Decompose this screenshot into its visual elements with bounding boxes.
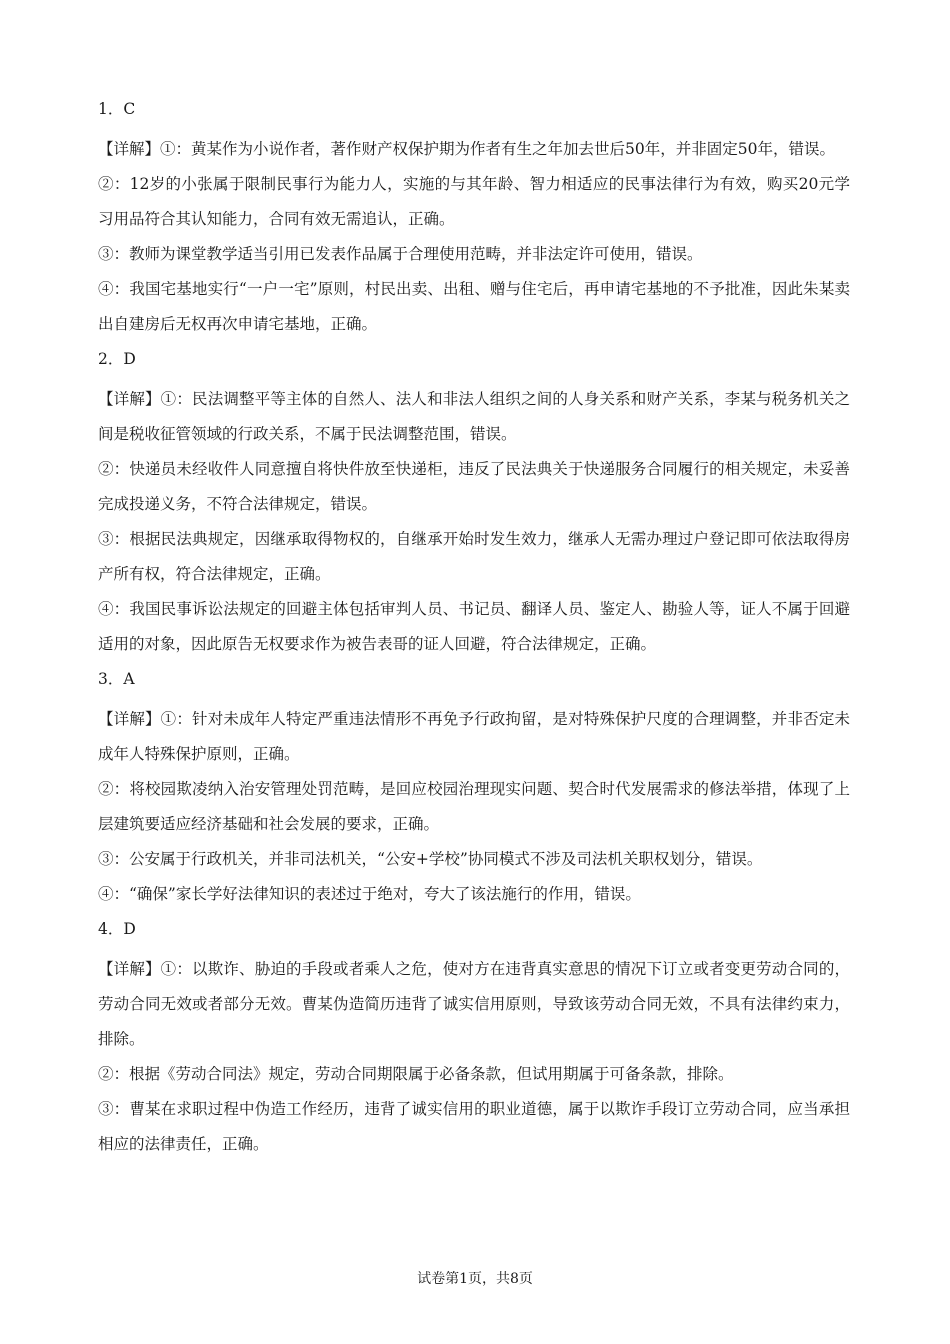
question-4 — [98, 916, 850, 1162]
answer-content — [98, 96, 850, 1166]
explanation-paragraph: ④：我国民事诉讼法规定的回避主体包括审判人员、书记员、翻译人员、鉴定人、勘验人等，证人不属于回避适用的对象，因此原告无权要求作为被告表哥的证人回避，符合法律规定，正确。 — [98, 600, 850, 653]
question-2 — [98, 346, 850, 662]
explanation-paragraph: ②：12岁的小张属于限制民事行为能力人，实施的与其年龄、智力相适应的民事法律行为有效，购买20元学习用品符合其认知能力，合同有效无需追认，正确。 — [98, 175, 850, 228]
explanation-paragraph: ③：曹某在求职过程中伪造工作经历，违背了诚实信用的职业道德，属于以欺诈手段订立劳动合同，应当承担相应的法律责任，正确。 — [98, 1100, 850, 1153]
question-answer-header: 4．D — [98, 920, 136, 938]
question-answer-header: 3．A — [98, 670, 135, 688]
explanation-paragraph: ④：我国宅基地实行“一户一宅”原则，村民出卖、出租、赠与住宅后，再申请宅基地的不予批准，因此朱某卖出自建房后无权再次申请宅基地，正确。 — [98, 280, 850, 333]
explanation-paragraph: 【详解】①：以欺诈、胁迫的手段或者乘人之危，使对方在违背真实意思的情况下订立或者变更劳动合同的，劳动合同无效或者部分无效。曹某伪造简历违背了诚实信用原则，导致该劳动合同无效，不具有法律约束力，排除。 — [98, 960, 850, 1048]
explanation-paragraph: ③：教师为课堂教学适当引用已发表作品属于合理使用范畴，并非法定许可使用，错误。 — [98, 245, 703, 263]
page-footer: 试卷第1页，共8页 — [417, 1271, 533, 1287]
explanation-paragraph: ③：公安属于行政机关，并非司法机关，“公安+学校”协同模式不涉及司法机关职权划分，错误。 — [98, 850, 763, 868]
explanation-paragraph: ②：根据《劳动合同法》规定，劳动合同期限属于必备条款，但试用期属于可备条款，排除。 — [98, 1065, 734, 1083]
explanation-paragraph: ④：“确保”家长学好法律知识的表述过于绝对，夸大了该法施行的作用，错误。 — [98, 885, 641, 903]
explanation-paragraph: 【详解】①：黄某作为小说作者，著作财产权保护期为作者有生之年加去世后50年，并非固定50年，错误。 — [98, 140, 835, 158]
explanation-paragraph: ③：根据民法典规定，因继承取得物权的，自继承开始时发生效力，继承人无需办理过户登记即可依法取得房产所有权，符合法律规定，正确。 — [98, 530, 850, 583]
explanation-paragraph: 【详解】①：针对未成年人特定严重违法情形不再免予行政拘留，是对特殊保护尺度的合理调整，并非否定未成年人特殊保护原则，正确。 — [98, 710, 850, 763]
question-answer-header: 2．D — [98, 350, 136, 368]
question-1 — [98, 96, 850, 342]
explanation-paragraph: ②：快递员未经收件人同意擅自将快件放至快递柜，违反了民法典关于快递服务合同履行的相关规定，未妥善完成投递义务，不符合法律规定，错误。 — [98, 460, 850, 513]
question-3 — [98, 666, 850, 912]
explanation-paragraph: ②：将校园欺凌纳入治安管理处罚范畴，是回应校园治理现实问题、契合时代发展需求的修法举措，体现了上层建筑要适应经济基础和社会发展的要求，正确。 — [98, 780, 850, 833]
explanation-paragraph: 【详解】①：民法调整平等主体的自然人、法人和非法人组织之间的人身关系和财产关系，李某与税务机关之间是税收征管领域的行政关系，不属于民法调整范围，错误。 — [98, 390, 850, 443]
question-answer-header: 1．C — [98, 100, 136, 118]
